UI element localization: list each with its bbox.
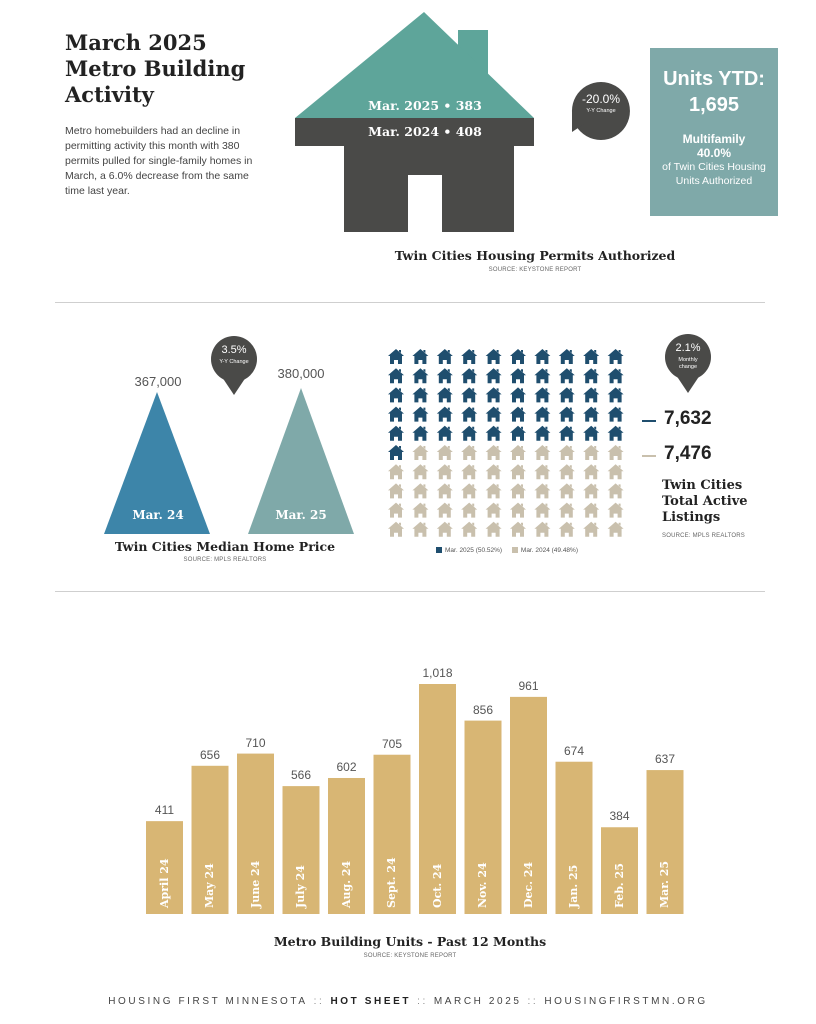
median-source: SOURCE: MPLS REALTORS (183, 557, 267, 563)
house-icon-2025 (437, 368, 453, 383)
title-line-1: March 2025 (65, 30, 207, 55)
house-icon-2025 (437, 426, 453, 441)
house-icon-2024 (486, 503, 502, 518)
intro-text: Metro homebuilders had an decline in permitting activity this month with 380 permits pulled for single-family homes in March, a 6.0% decrease from the same time last year. (65, 125, 253, 197)
listings-source: SOURCE: MPLS REALTORS (662, 533, 745, 539)
listings-change-value: 2.1% (675, 342, 701, 354)
median-change-bubble (208, 335, 260, 397)
permits-change-value: -20.0% (581, 92, 621, 106)
multifamily-label: Multifamily (682, 132, 746, 146)
bar-value-label: 602 (336, 759, 357, 774)
units-ytd-box (650, 48, 778, 216)
legend-swatch-2025 (436, 547, 442, 553)
house-icon-2025 (461, 368, 477, 383)
ytd-title: Units YTD: (663, 68, 765, 90)
house-icon-2025 (388, 349, 404, 364)
house-icon-2024 (608, 464, 624, 479)
house-icon-2025 (559, 426, 575, 441)
bar-category-label: Nov. 24 (476, 862, 489, 908)
house-icon-2025 (412, 407, 428, 422)
chart-source: SOURCE: KEYSTONE REPORT (363, 953, 457, 959)
house-icon-2025 (461, 349, 477, 364)
bar-category-label: June 24 (248, 860, 262, 908)
house-icon-2025 (534, 368, 550, 383)
house-icon-2025 (486, 387, 502, 402)
bar-category-label: May 24 (203, 863, 216, 908)
house-icon-2024 (608, 522, 624, 537)
legend-2025: Mar. 2025 (50.52%) (445, 547, 503, 554)
chart-title: Metro Building Units - Past 12 Months (273, 934, 547, 949)
listings-house-grid (384, 346, 634, 540)
house-icon-2024 (534, 464, 550, 479)
triangle-label-mar-25: Mar. 25 (275, 508, 327, 522)
house-icon-2025 (510, 407, 526, 422)
house-icon-2025 (486, 368, 502, 383)
house-icon-2024 (388, 464, 404, 479)
median-price-mar-24: 367,000 (134, 374, 182, 389)
bar-category-label: Aug. 24 (339, 860, 353, 908)
house-icon-2024 (412, 464, 428, 479)
house-icon-2024 (534, 522, 550, 537)
house-icon-2025 (388, 387, 404, 402)
title-line-3: Activity (65, 82, 154, 107)
bar-value-label: 384 (609, 809, 630, 824)
bar-value-label: 705 (381, 736, 403, 751)
listings-legend (436, 547, 578, 554)
house-icon-2024 (461, 503, 477, 518)
house-icon-2025 (534, 349, 550, 364)
bar-value-label: 656 (199, 747, 221, 762)
house-icon-2025 (559, 368, 575, 383)
house-icon-2024 (486, 483, 502, 498)
house-icon-2024 (388, 483, 404, 498)
listings-change-bubble (662, 333, 714, 395)
bar-value-label: 961 (518, 678, 539, 693)
house-icon-2025 (388, 445, 404, 460)
house-icon-2025 (510, 368, 526, 383)
house-icon-2025 (583, 426, 599, 441)
house-icon-2024 (437, 522, 453, 537)
house-icon-2024 (461, 445, 477, 460)
bar-value-label: 566 (290, 768, 312, 783)
divider-1 (55, 302, 765, 303)
house-icon-2025 (437, 407, 453, 422)
legend-swatch-2024 (512, 547, 518, 553)
house-icon-2024 (583, 464, 599, 479)
median-change-label: Y-Y Change (219, 359, 249, 365)
house-icon-2024 (412, 445, 428, 460)
house-icon-2024 (486, 464, 502, 479)
house-icon-2025 (486, 349, 502, 364)
dash-2024 (642, 455, 656, 457)
house-icon-2025 (583, 387, 599, 402)
house-icon-2024 (608, 503, 624, 518)
listings-value-2024: 7,476 (664, 443, 712, 464)
house-icon-2024 (461, 483, 477, 498)
footer-date: MARCH 2025 (433, 996, 522, 1007)
bar-value-label: 1,018 (422, 666, 453, 680)
house-icon-2025 (388, 407, 404, 422)
median-caption: Twin Cities Median Home Price (114, 539, 336, 554)
house-icon-2025 (583, 407, 599, 422)
bar-category-label: Mar. 25 (658, 860, 671, 908)
dash-2025 (642, 420, 656, 422)
house-icon-2024 (437, 503, 453, 518)
house-icon-2024 (608, 483, 624, 498)
house-icon-2025 (583, 368, 599, 383)
bar-category-label: Sept. 24 (385, 857, 398, 908)
footer-sep-3: :: (527, 996, 539, 1007)
house-icon-2024 (486, 445, 502, 460)
house-icon-2024 (559, 503, 575, 518)
bar-value-label: 710 (245, 735, 266, 750)
house-icon-2024 (510, 483, 526, 498)
footer-sep-1: :: (313, 996, 325, 1007)
house-icon-2025 (437, 349, 453, 364)
house-icon-2024 (461, 464, 477, 479)
footer (0, 996, 816, 1007)
permits-change-label: Y-Y Change (586, 108, 616, 114)
listings-change-label-1: Monthly (678, 357, 698, 363)
bar-category-label: Oct. 24 (430, 863, 444, 908)
house-icon-2024 (559, 464, 575, 479)
house-icon-2024 (534, 445, 550, 460)
house-icon-2024 (510, 445, 526, 460)
house-icon-2025 (461, 407, 477, 422)
house-icon-2024 (583, 503, 599, 518)
multifamily-value: 40.0% (696, 146, 732, 160)
house-icon-2025 (608, 368, 624, 383)
house-icon-2025 (461, 387, 477, 402)
bar-category-label: Jan. 25 (567, 864, 580, 908)
house-icon-2024 (583, 522, 599, 537)
house-icon-2025 (412, 387, 428, 402)
house-icon-2024 (437, 445, 453, 460)
house-icon-2024 (486, 522, 502, 537)
multifamily-desc-2: Units Authorized (675, 175, 753, 187)
permits-change-bubble (570, 80, 632, 140)
house-icon-2025 (608, 426, 624, 441)
listings-caption (662, 478, 748, 526)
title-line-2: Metro Building (65, 56, 246, 81)
bar-value-label: 637 (654, 752, 676, 767)
house-icon-2024 (559, 522, 575, 537)
house-icon-2025 (412, 368, 428, 383)
house-icon-2025 (559, 407, 575, 422)
bar-category-label: July 24 (294, 865, 307, 908)
divider-2 (55, 591, 765, 592)
permits-house-graphic (290, 10, 550, 235)
footer-site: HOUSINGFIRSTMN.ORG (544, 996, 708, 1007)
house-icon-2024 (412, 483, 428, 498)
listings-caption-1: Twin Cities (662, 478, 743, 493)
footer-sep-2: :: (417, 996, 428, 1007)
house-icon-2025 (534, 407, 550, 422)
listings-caption-2: Total Active (662, 494, 748, 509)
house-icon-2025 (510, 387, 526, 402)
legend-2024: Mar. 2024 (49.48%) (520, 547, 578, 554)
house-icon-2025 (559, 387, 575, 402)
house-icon-2024 (583, 445, 599, 460)
house-icon-2025 (388, 426, 404, 441)
house-icon-2024 (583, 483, 599, 498)
permits-2024-label: Mar. 2024 • 408 (368, 124, 482, 139)
house-icon-2024 (559, 483, 575, 498)
bar-category-label: Dec. 24 (521, 861, 535, 908)
bar-value-label: 674 (563, 743, 585, 758)
bar-value-label: 411 (154, 803, 175, 818)
house-icon-2025 (608, 387, 624, 402)
house-icon-2025 (510, 426, 526, 441)
house-icon-2025 (437, 387, 453, 402)
house-icon-2025 (608, 407, 624, 422)
bar-value-label: 856 (472, 702, 494, 717)
ytd-value: 1,695 (688, 94, 740, 116)
house-icon-2025 (388, 368, 404, 383)
house-icon-2025 (486, 426, 502, 441)
house-icon-2024 (534, 503, 550, 518)
house-icon-2025 (486, 407, 502, 422)
house-icon-2024 (608, 445, 624, 460)
house-icon-2024 (412, 522, 428, 537)
median-change-value: 3.5% (221, 344, 247, 356)
house-icon-2024 (510, 464, 526, 479)
house-icon-2024 (388, 522, 404, 537)
house-icon-2025 (534, 426, 550, 441)
permits-source: SOURCE: KEYSTONE REPORT (488, 267, 582, 273)
house-icon-2025 (510, 349, 526, 364)
house-icon-2025 (534, 387, 550, 402)
house-icon-2025 (583, 349, 599, 364)
page-title (65, 30, 295, 108)
permits-caption: Twin Cities Housing Permits Authorized (394, 248, 676, 263)
triangle-label-mar-24: Mar. 24 (132, 508, 184, 522)
listings-change-label-2: change (678, 364, 698, 370)
listings-value-2025: 7,632 (664, 408, 712, 429)
house-icon-2024 (534, 483, 550, 498)
house-icon-2024 (559, 445, 575, 460)
bar-category-label: Feb. 25 (612, 863, 626, 908)
house-icon-2024 (437, 464, 453, 479)
house-icon-2024 (461, 522, 477, 537)
house-icon-2025 (559, 349, 575, 364)
house-icon-2024 (437, 483, 453, 498)
footer-org: HOUSING FIRST MINNESOTA (108, 996, 308, 1007)
house-icon-2024 (510, 522, 526, 537)
house-icon-2025 (461, 426, 477, 441)
median-price-mar-25: 380,000 (277, 366, 325, 381)
permits-2025-label: Mar. 2025 • 383 (368, 98, 482, 113)
house-icon-2025 (412, 349, 428, 364)
house-icon-2024 (412, 503, 428, 518)
house-icon-2024 (388, 503, 404, 518)
house-icon-2025 (608, 349, 624, 364)
multifamily-desc-1: of Twin Cities Housing (662, 161, 766, 173)
bar-category-label: April 24 (157, 858, 171, 908)
house-icon-2024 (510, 503, 526, 518)
footer-publication: HOT SHEET (330, 996, 412, 1007)
listings-caption-3: Listings (662, 510, 721, 525)
house-icon-2025 (412, 426, 428, 441)
